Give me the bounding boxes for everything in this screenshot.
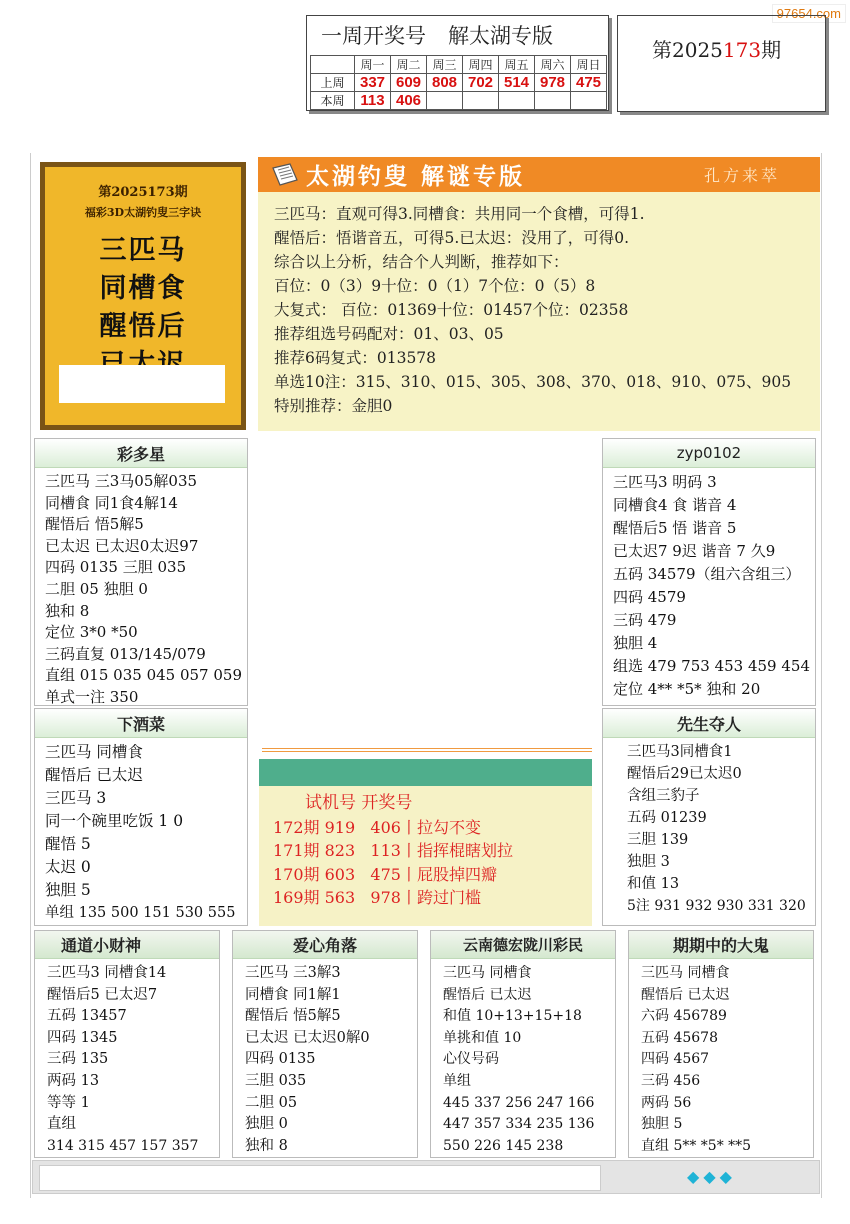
site-watermark: 97654.com [772,4,846,23]
trial-header-bar [259,759,592,786]
box-line: 四码 0135 三胆 035 [45,558,187,577]
box-line: 三码 456 [641,1072,701,1089]
box-line: 五码 13457 [47,1008,127,1025]
poster-line: 三匹马 [99,235,187,266]
box-line: 独胆 5 [45,881,91,899]
box-line: 直组 [47,1116,76,1133]
box-line: 太迟 0 [45,858,91,876]
box-line: 心仪号码 [443,1051,499,1068]
diamond-icon: ◆ [703,1167,716,1186]
box-yunnan [430,930,616,1158]
this-week-label: 本周 [311,92,355,110]
box-line: 二胆 05 [245,1094,298,1111]
trial-row: 172期 919 406丨拉勾不变 [273,817,481,837]
trial-row: 171期 823 113丨指挥棍瞎划拉 [273,841,513,860]
main-author: 孔方来萃 [703,166,780,185]
box-line: 同槽食4 食 谐音 4 [613,496,737,514]
analysis-line: 百位：0（3）9十位：0（1）7个位：0（5）8 [274,277,596,295]
box-line: 直组 5** *5* **5 [641,1137,752,1154]
box-line: 5注 931 932 930 331 320 [627,898,806,914]
day-header: 周一 [355,56,391,74]
day-header: 周二 [391,56,427,74]
box-zyp0102 [602,438,816,706]
day-header: 周三 [427,56,463,74]
box-line: 三匹马3同槽食1 [627,744,733,760]
box-line: 三码 479 [613,611,677,629]
analysis-line: 大复式： 百位：01369十位：01457个位：02358 [274,301,629,319]
box-caiduoxing [34,438,248,706]
day-header: 周五 [499,56,535,74]
box-line: 三匹马 同槽食 [641,965,730,981]
box-line: 二胆 05 独胆 0 [45,579,148,598]
box-xiajiucai [34,708,248,926]
box-title: 下酒菜 [35,709,247,738]
draw-number: 808 [427,74,463,92]
box-title: 期期中的大鬼 [629,931,813,959]
weekly-subtitle: 解太湖专版 [448,24,553,48]
box-line: 单组 [443,1072,471,1089]
box-line: 和值 10+13+15+18 [443,1008,582,1025]
trial-panel [259,786,592,926]
box-line: 两码 56 [641,1094,692,1111]
draw-number: 702 [463,74,499,92]
box-line: 含组三豹子 [627,788,700,804]
footer-bar [32,1160,820,1194]
analysis-panel [258,192,820,431]
box-line: 醒悟后 已太迟 [443,986,532,1003]
draw-number: 978 [535,74,571,92]
box-title: zyp0102 [603,439,815,468]
day-header: 周六 [535,56,571,74]
weekly-results-box [306,15,609,111]
box-xianshengduoren [602,708,816,926]
box-title: 通道小财神 [35,931,219,959]
box-line: 已太迟 已太迟0解0 [245,1029,370,1046]
box-line: 独胆 3 [627,854,670,870]
box-line: 五码 01239 [627,810,707,826]
box-line: 四码 4567 [641,1051,710,1068]
trial-title: 试机号 开奖号 [305,793,413,813]
box-line: 定位 4** *5* 独和 20 [613,680,761,698]
box-line: 单组 135 500 151 530 555 [45,905,236,921]
box-line: 三匹马 同槽食 [45,743,143,761]
box-line: 四码 4579 [613,588,686,606]
box-line: 同槽食 同1解1 [245,986,341,1003]
footer-blank-field [39,1165,601,1191]
draw-number: 113 [355,92,391,110]
box-line: 独和 8 [245,1137,288,1154]
draw-number: 475 [571,74,607,92]
box-line: 独和 8 [45,601,90,620]
box-title: 爱心角落 [233,931,417,959]
box-line: 独胆 5 [641,1116,683,1133]
box-title: 彩多星 [35,439,247,468]
box-line: 三匹马 同槽食 [443,965,532,981]
box-line: 醒悟 5 [45,835,91,853]
box-title: 先生夺人 [603,709,815,738]
box-line: 550 226 145 238 [443,1137,564,1154]
box-line: 五码 34579（组六含组三） [613,565,801,583]
box-line: 醒悟后5 已太迟7 [47,986,158,1003]
draw-number: 514 [499,74,535,92]
box-aixin [232,930,418,1158]
box-line: 等等 1 [47,1094,90,1111]
main-title: 太湖钓叟 解谜专版 [306,163,526,190]
box-line: 同槽食 同1食4解14 [45,493,178,512]
box-title: 云南德宏陇川彩民 [431,931,615,959]
box-line: 四码 0135 [245,1051,316,1068]
box-line: 三匹马 三3解3 [245,965,341,981]
box-line: 445 337 256 247 166 [443,1094,595,1111]
trial-row: 169期 563 978丨跨过门槛 [273,888,481,907]
box-line: 314 315 457 157 357 [47,1137,199,1154]
draw-number: 337 [355,74,391,92]
draw-number: 609 [391,74,427,92]
box-line: 三匹马3 同槽食14 [47,965,167,981]
scroll-icon [270,162,300,188]
draw-number [535,92,571,110]
box-line: 单挑和值 10 [443,1029,522,1046]
box-line: 五码 45678 [641,1029,718,1046]
draw-number [427,92,463,110]
poster-issue: 第2025173期 [98,185,188,200]
box-line: 醒悟后 已太迟 [641,986,730,1003]
poster [40,162,246,430]
issue-number: 第2025173期 [617,15,826,112]
box-line: 独胆 4 [613,634,658,652]
analysis-line: 推荐6码复式：013578 [274,349,437,367]
analysis-line: 三匹马：直观可得3.同槽食：共用同一个食槽，可得1. [274,205,645,223]
box-line: 三匹马 3 [45,789,107,807]
trial-row: 170期 603 475丨屁股掉四瓣 [273,864,497,884]
gem-icons [687,1167,732,1186]
box-line: 三码直复 013/145/079 [45,644,206,663]
poster-blank [59,365,225,403]
box-line: 三匹马 三3马05解035 [45,472,198,490]
analysis-line: 醒悟后：悟谐音五，可得5.已太迟：没用了，可得0. [274,229,630,247]
draw-number: 406 [391,92,427,110]
box-line: 醒悟后 悟5解5 [45,515,144,534]
box-line: 三胆 035 [245,1072,307,1089]
poster-subtitle: 福彩3D太湖钓叟三字诀 [84,206,202,219]
box-tongdao [34,930,220,1158]
box-line: 已太迟7 9迟 谐音 7 久9 [613,542,776,560]
issue-highlight: 173 [722,38,762,62]
weekly-title: 一周开奖号 [321,24,426,48]
box-line: 447 357 334 235 136 [443,1116,595,1133]
day-header: 周日 [571,56,607,74]
box-line: 独胆 0 [245,1116,288,1133]
box-line: 单式一注 350 [45,687,139,706]
box-qiqizhong [628,930,814,1158]
diamond-icon: ◆ [687,1167,700,1186]
box-line: 直组 015 035 045 057 059 [45,666,242,685]
box-line: 三码 135 [47,1051,109,1068]
draw-number [571,92,607,110]
draw-number [499,92,535,110]
box-line: 两码 13 [47,1072,100,1089]
box-line: 醒悟后 已太迟 [45,766,143,784]
box-line: 醒悟后29已太迟0 [627,766,742,782]
box-line: 同一个碗里吃饭 1 0 [45,812,184,830]
main-title-bar [258,157,820,192]
box-line: 定位 3*0 *50 [45,623,138,642]
divider [262,748,592,752]
analysis-line: 特别推荐：金胆0 [274,397,393,415]
poster-line: 同槽食 [99,273,187,304]
draw-number [463,92,499,110]
box-line: 六码 456789 [641,1008,727,1025]
poster-line: 醒悟后 [99,311,187,342]
box-line: 已太迟 已太迟0太迟97 [45,536,199,555]
analysis-line: 综合以上分析，结合个人判断，推荐如下： [274,253,569,271]
box-line: 醒悟后 悟5解5 [245,1008,341,1025]
box-line: 四码 1345 [47,1029,118,1046]
last-week-label: 上周 [311,74,355,92]
box-line: 和值 13 [627,876,680,892]
box-line: 三胆 139 [627,832,689,848]
diamond-icon: ◆ [719,1167,732,1186]
box-line: 三匹马3 明码 3 [613,473,717,491]
box-line: 醒悟后5 悟 谐音 5 [613,519,737,537]
analysis-line: 推荐组选号码配对：01、03、05 [274,325,504,343]
weekly-table [310,55,607,110]
box-line: 组选 479 753 453 459 454 [613,657,810,675]
analysis-line: 单选10注：315、310、015、305、308、370、018、910、075、905 [274,373,792,391]
day-header: 周四 [463,56,499,74]
